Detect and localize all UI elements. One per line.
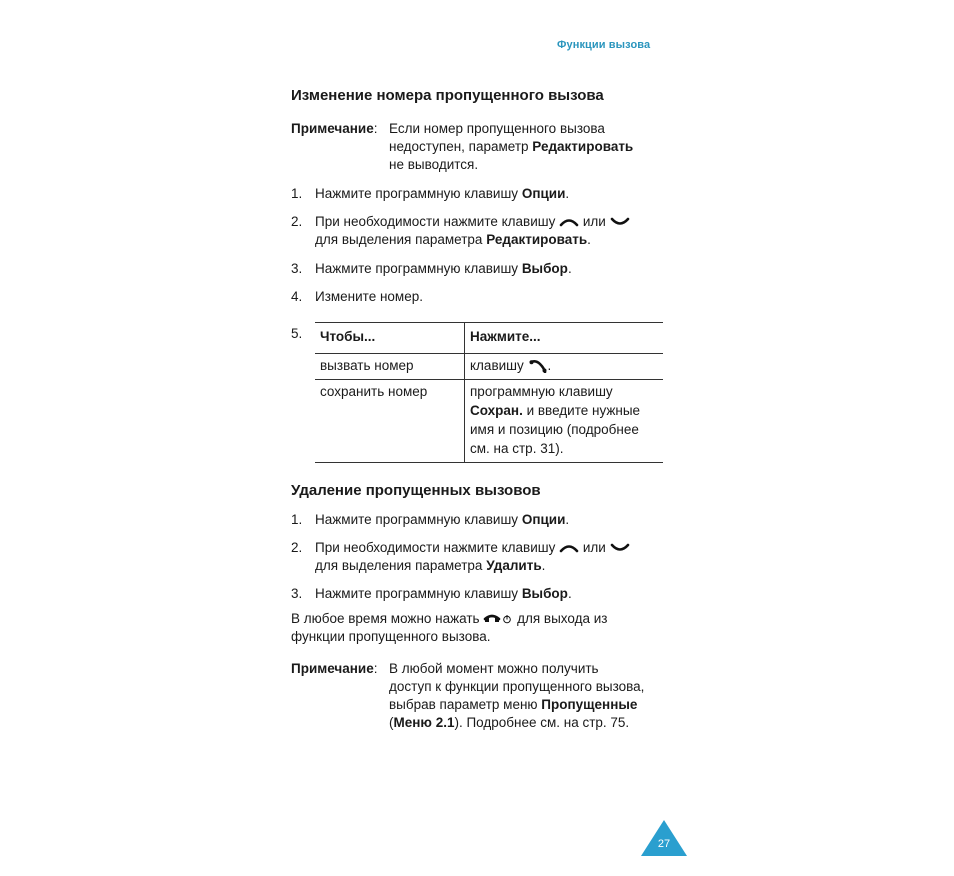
list-item-step: 2. При необходимости нажмите клавишу или для выделения параметра Удалить. (291, 539, 663, 577)
note-label: Примечание (291, 121, 374, 136)
action-table (315, 322, 663, 463)
up-arrow-key-icon (559, 217, 579, 227)
table-row (315, 354, 663, 380)
table-header-cell: Нажмите... (465, 323, 664, 354)
note-label: Примечание (291, 661, 374, 676)
list-item-step: 2. При необходимости нажмите клавишу или для выделения параметра Редактировать. (291, 213, 663, 251)
exit-paragraph: В любое время можно нажать для выхода из функции пропущенного вызова. (291, 611, 608, 644)
table-cell: клавишу . (465, 354, 664, 380)
note-line: доступ к функции пропущенного вызова, (389, 679, 645, 694)
table-row (315, 380, 663, 463)
down-arrow-key-icon (610, 217, 630, 227)
up-arrow-key-icon (559, 543, 579, 553)
section-title-edit-missed-call: Изменение номера пропущенного вызова (291, 87, 604, 104)
note-edit: Примечание: Если номер пропущенного вызова недоступен, параметр Редактировать не выводится. (291, 120, 671, 176)
running-header: Функции вызова (557, 39, 651, 51)
down-arrow-key-icon (610, 543, 630, 553)
note-line: В любой момент можно получить (389, 661, 599, 676)
table-header-row (315, 323, 663, 354)
note-line: Если номер пропущенного вызова (389, 121, 605, 136)
note-access: Примечание: В любой момент можно получить доступ к функции пропущенного вызова, выбрав параметр меню Пропущенные (Меню 2.1). Подробнее см. на стр. 75. (291, 660, 671, 736)
note-line: не выводится. (389, 157, 479, 172)
table-cell: программную клавишу Сохран. и введите нужные имя и позицию (подробнее см. на стр. 31). (465, 380, 664, 463)
phone-send-icon (528, 359, 548, 373)
page-number: 27 (657, 838, 671, 850)
section-title-delete-missed-calls: Удаление пропущенных вызовов (291, 482, 541, 499)
table-header-cell: Чтобы... (315, 323, 465, 354)
page-number-badge (641, 820, 687, 856)
phone-end-power-icon (483, 613, 513, 625)
table-cell: вызвать номер (315, 354, 465, 380)
table-cell: сохранить номер (315, 380, 465, 463)
